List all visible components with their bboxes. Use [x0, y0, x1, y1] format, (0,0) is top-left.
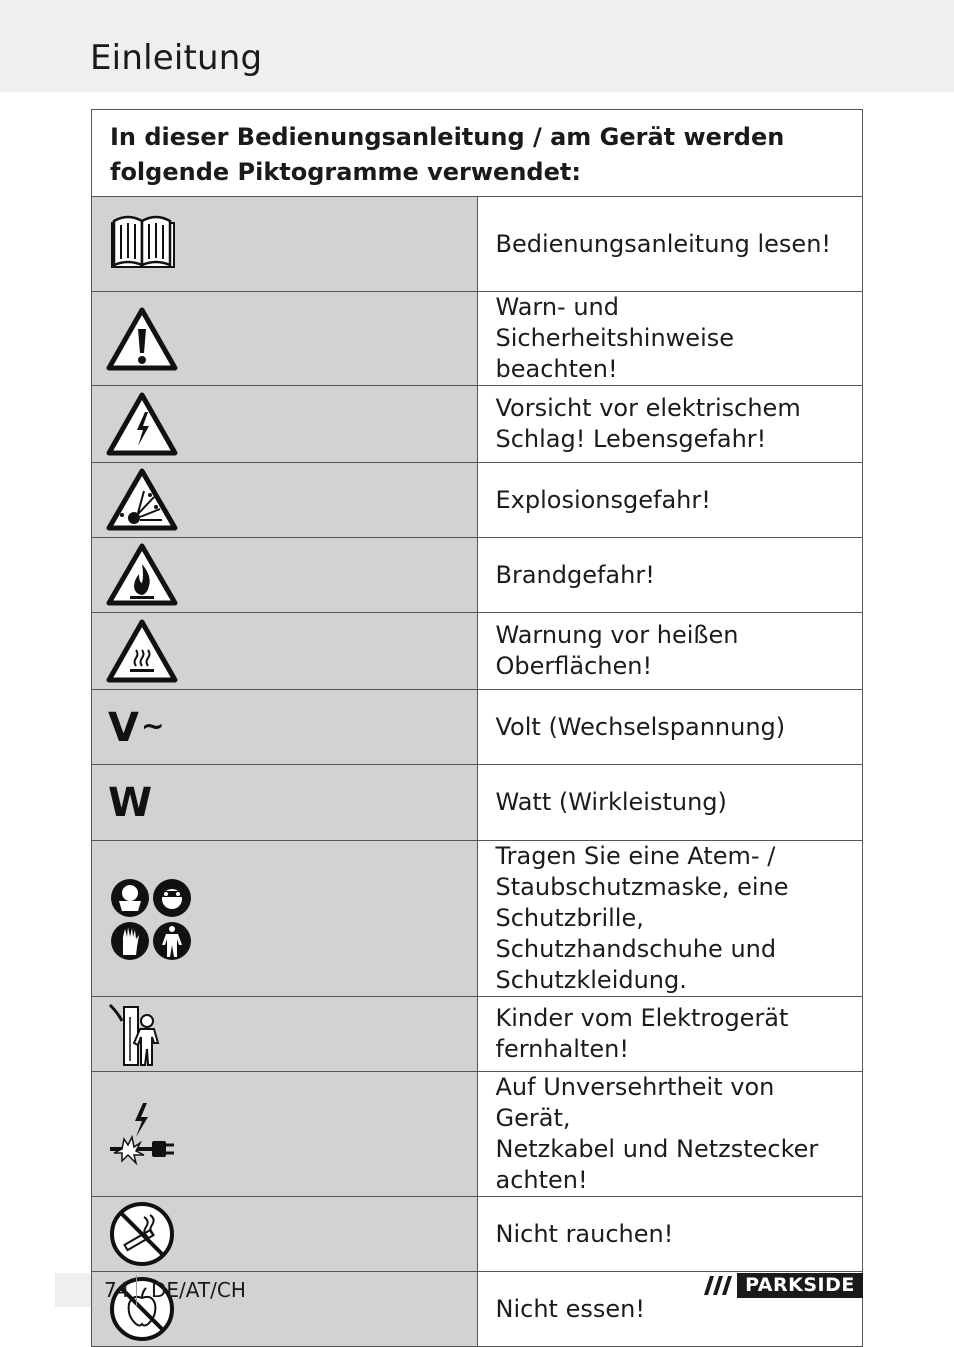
table-row: [92, 690, 863, 765]
protective-equipment-icons: [92, 865, 218, 973]
pictogram-description: Warn- und Sicherheitshinweise beachten!: [477, 292, 863, 386]
table-row: [92, 997, 863, 1072]
pictogram-description: Bedienungsanleitung lesen!: [477, 197, 863, 292]
table-row: [92, 197, 863, 292]
pictogram-description: Warnung vor heißen Oberflächen!: [477, 613, 863, 690]
table-row: [92, 386, 863, 463]
pictogram-description: Kinder vom Elektrogerät fernhalten!: [477, 997, 863, 1072]
table-row: [92, 538, 863, 613]
icon-cell: [92, 765, 478, 841]
icon-cell: [92, 997, 478, 1072]
pictogram-description: Brandgefahr!: [477, 538, 863, 613]
pictogram-description: Watt (Wirkleistung): [477, 765, 863, 841]
icon-cell: [92, 613, 478, 690]
pictogram-description: Nicht rauchen!: [477, 1197, 863, 1272]
damaged-cable-icon: [92, 1097, 218, 1172]
pictogram-description: Auf Unversehrtheit von Gerät, Netzkabel und Netzstecker achten!: [477, 1072, 863, 1197]
electric-shock-warning-icon: [92, 386, 218, 462]
safety-goggles-icon: [153, 879, 191, 917]
page-title: Einleitung: [90, 38, 263, 78]
table-row: [92, 765, 863, 841]
icon-cell: [92, 197, 478, 292]
brand-stripes-icon: [704, 1273, 736, 1298]
parkside-logo: [704, 1273, 863, 1298]
table-intro-row: [92, 110, 863, 197]
volt-ac-symbol: V~: [108, 705, 165, 751]
pictogram-description: Tragen Sie eine Atem- / Staubschutzmaske, eine Schutzbrille, Schutzhandschuhe und Schutzkleidung.: [477, 841, 863, 997]
table-row: [92, 613, 863, 690]
watt-symbol: W: [108, 780, 153, 826]
pictogram-description: Volt (Wechselspannung): [477, 690, 863, 765]
no-smoking-icon: [92, 1197, 218, 1271]
footer-page-marker: [55, 1273, 91, 1307]
explosion-warning-icon: [92, 463, 218, 537]
pictogram-description: Nicht essen!: [477, 1272, 863, 1347]
page-number: 74: [104, 1278, 130, 1302]
icon-cell: [92, 386, 478, 463]
table-row: [92, 1197, 863, 1272]
icon-cell: [92, 1272, 478, 1347]
protective-clothing-icon: [153, 922, 191, 960]
region-code: DE/AT/CH: [151, 1278, 246, 1302]
manual-book-icon: [92, 197, 218, 291]
warning-exclamation-icon: [92, 301, 218, 377]
icon-cell: [92, 690, 478, 765]
keep-children-away-icon: [92, 997, 218, 1071]
pictogram-table: [91, 109, 863, 1347]
table-row: [92, 463, 863, 538]
icon-cell: [92, 1072, 478, 1197]
protective-gloves-icon: [111, 922, 149, 960]
table-intro: [92, 110, 863, 197]
table-row: [92, 1072, 863, 1197]
table-row: [92, 292, 863, 386]
fire-warning-icon: [92, 538, 218, 612]
footer-divider: [136, 1275, 137, 1307]
icon-cell: [92, 463, 478, 538]
pictogram-description: Vorsicht vor elektrischem Schlag! Lebensgefahr!: [477, 386, 863, 463]
icon-cell: [92, 538, 478, 613]
intro-line-1: In dieser Bedienungsanleitung / am Gerät werden: [110, 123, 785, 151]
icon-cell: [92, 1197, 478, 1272]
hot-surface-warning-icon: [92, 613, 218, 689]
dust-mask-icon: [111, 879, 149, 917]
table-row: [92, 841, 863, 997]
pictogram-description: Explosionsgefahr!: [477, 463, 863, 538]
intro-line-2: folgende Piktogramme verwendet:: [110, 158, 581, 186]
brand-name: PARKSIDE: [737, 1273, 863, 1298]
icon-cell: [92, 841, 478, 997]
icon-cell: [92, 292, 478, 386]
